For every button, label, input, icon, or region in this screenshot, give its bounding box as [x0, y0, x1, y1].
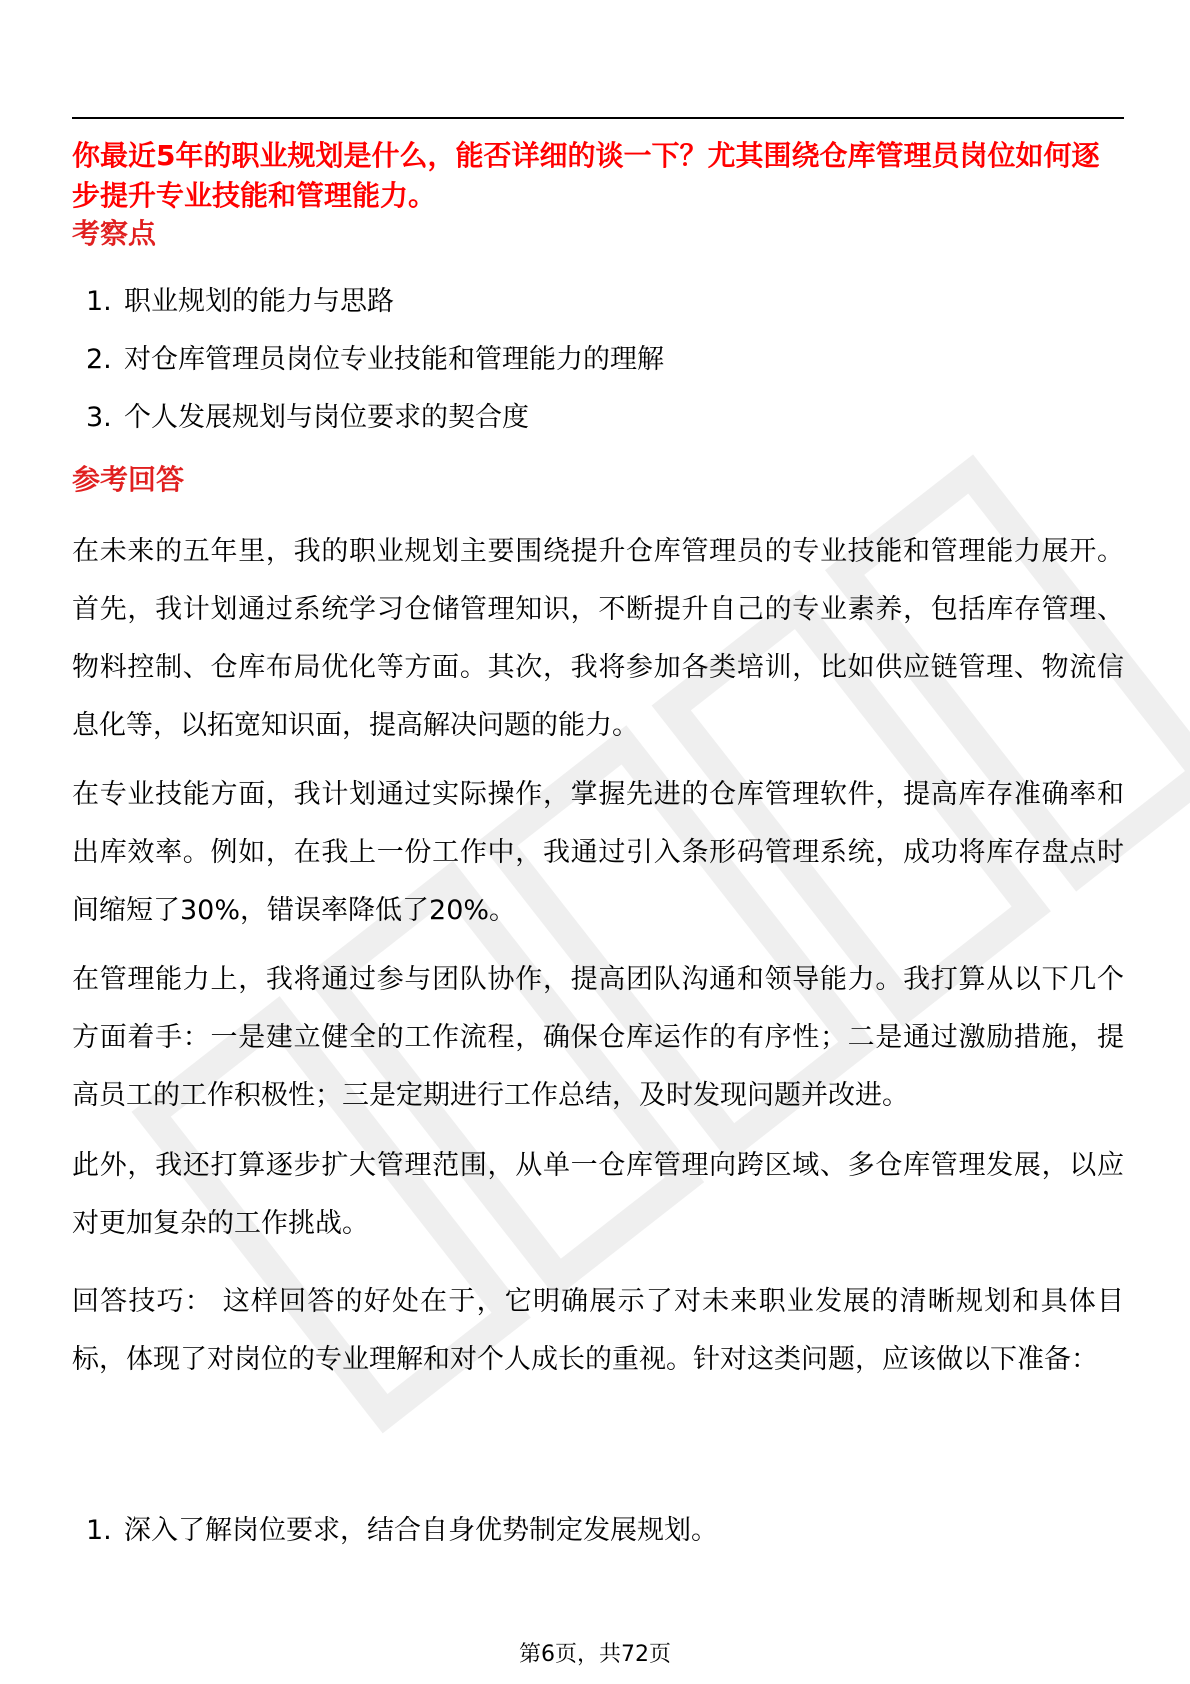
reference-heading: 参考回答: [72, 463, 185, 496]
page-number-footer: 第6页，共72页: [519, 1642, 671, 1667]
list-item: [72, 1512, 1124, 1570]
question-title: 你最近5年的职业规划是什么，能否详细的谈一下？尤其围绕仓库管理员岗位如何逐步提升专业技能和管理能力。: [72, 139, 1100, 212]
list-item-text: 个人发展规划与岗位要求的契合度: [124, 402, 529, 433]
list-item: [72, 341, 1124, 399]
list-item-number: 3.: [86, 402, 112, 433]
list-item-number: 1.: [86, 1515, 112, 1546]
tips-list: [72, 1512, 1124, 1570]
top-rule: [72, 117, 1124, 119]
list-item: [72, 399, 1124, 457]
list-item-text: 对仓库管理员岗位专业技能和管理能力的理解: [124, 344, 664, 375]
answer-paragraph: 此外，我还打算逐步扩大管理范围，从单一仓库管理向跨区域、多仓库管理发展，以应对更加复杂的工作挑战。: [72, 1150, 1124, 1239]
assessment-list: [72, 283, 1124, 457]
assessment-heading: 考察点: [72, 217, 157, 250]
list-item: [72, 283, 1124, 341]
list-item-number: 1.: [86, 286, 112, 317]
answer-paragraph: 在专业技能方面，我计划通过实际操作，掌握先进的仓库管理软件，提高库存准确率和出库效率。例如，在我上一份工作中，我通过引入条形码管理系统，成功将库存盘点时间缩短了30%，错误率降低了20%。: [72, 779, 1124, 926]
list-item-text: 职业规划的能力与思路: [124, 286, 394, 317]
answer-tips-paragraph: 回答技巧： 这样回答的好处在于，它明确展示了对未来职业发展的清晰规划和具体目标，体现了对岗位的专业理解和对个人成长的重视。针对这类问题，应该做以下准备：: [72, 1286, 1124, 1375]
list-item-number: 2.: [86, 344, 112, 375]
answer-paragraph: 在管理能力上，我将通过参与团队协作，提高团队沟通和领导能力。我打算从以下几个方面着手：一是建立健全的工作流程，确保仓库运作的有序性；二是通过激励措施，提高员工的工作积极性；三是定期进行工作总结，及时发现问题并改进。: [72, 964, 1124, 1111]
list-item-text: 深入了解岗位要求，结合自身优势制定发展规划。: [124, 1515, 718, 1546]
answer-paragraph: 在未来的五年里，我的职业规划主要围绕提升仓库管理员的专业技能和管理能力展开。首先，我计划通过系统学习仓储管理知识，不断提升自己的专业素养，包括库存管理、物料控制、仓库布局优化等方面。其次，我将参加各类培训，比如供应链管理、物流信息化等，以拓宽知识面，提高解决问题的能力。: [72, 536, 1124, 741]
